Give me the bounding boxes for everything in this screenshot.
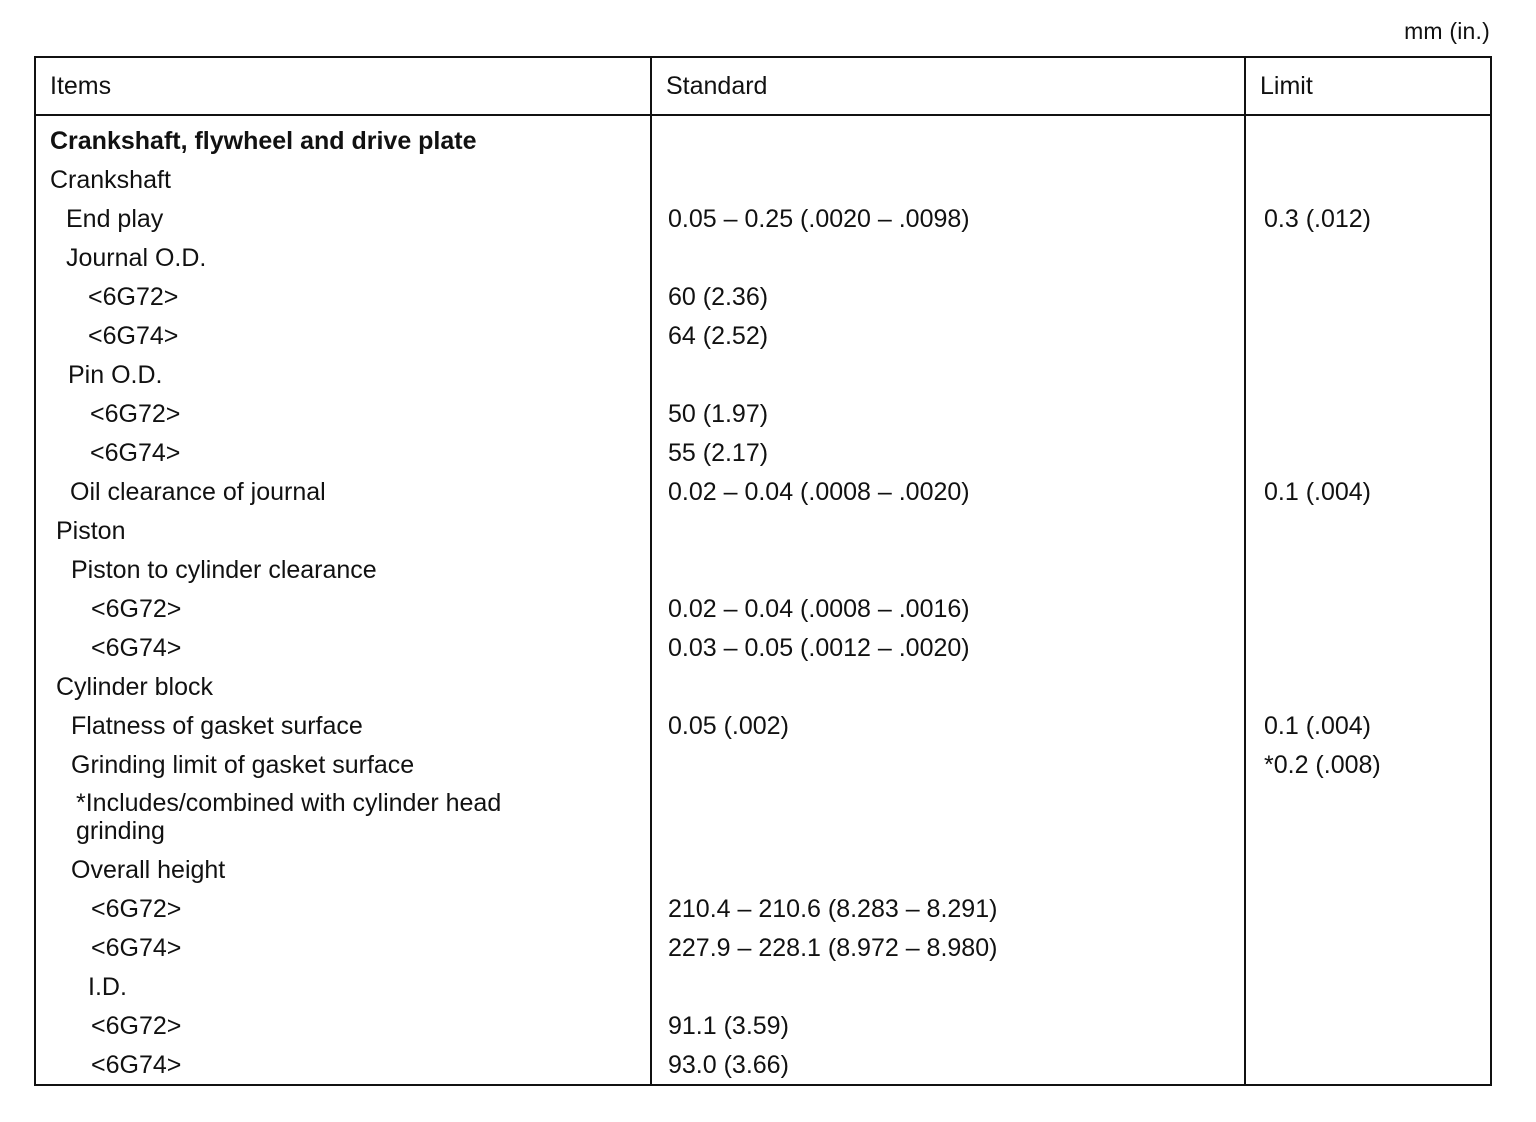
limit-cell: *0.2 (.008) xyxy=(1264,751,1381,779)
standard-cell: 50 (1.97) xyxy=(668,400,769,428)
standard-cell: 55 (2.17) xyxy=(668,439,769,467)
item-cell: Overall height xyxy=(71,856,226,884)
table-row xyxy=(36,851,1490,890)
item-cell: Crankshaft, flywheel and drive plate xyxy=(50,127,477,155)
units-label: mm (in.) xyxy=(1404,18,1490,44)
item-cell: Grinding limit of gasket surface xyxy=(71,751,415,779)
limit-cell: 0.1 (.004) xyxy=(1264,478,1372,506)
standard-cell: 0.05 – 0.25 (.0020 – .0098) xyxy=(668,205,970,233)
standard-cell: 91.1 (3.59) xyxy=(668,1012,789,1040)
item-cell: <6G72> xyxy=(90,400,181,428)
item-cell: <6G72> xyxy=(91,895,182,923)
item-cell: Piston to cylinder clearance xyxy=(71,556,377,584)
standard-cell: 210.4 – 210.6 (8.283 – 8.291) xyxy=(668,895,998,923)
table-row xyxy=(36,968,1490,1007)
item-cell: <6G74> xyxy=(90,439,181,467)
item-cell: <6G72> xyxy=(91,1012,182,1040)
table-row xyxy=(36,668,1490,707)
standard-cell: 0.02 – 0.04 (.0008 – .0020) xyxy=(668,478,970,506)
table-row xyxy=(36,746,1490,785)
standard-cell: 227.9 – 228.1 (8.972 – 8.980) xyxy=(668,934,998,962)
item-cell: <6G74> xyxy=(91,1051,182,1079)
table-row xyxy=(36,473,1490,512)
standard-cell: 60 (2.36) xyxy=(668,283,769,311)
table-row xyxy=(36,629,1490,668)
item-cell: Journal O.D. xyxy=(66,244,207,272)
table-row xyxy=(36,590,1490,629)
footnote-cell: *Includes/combined with cylinder head grinding xyxy=(76,789,502,845)
item-cell: <6G74> xyxy=(91,934,182,962)
table-row xyxy=(36,395,1490,434)
table-row xyxy=(36,434,1490,473)
standard-cell: 0.05 (.002) xyxy=(668,712,789,740)
table-row xyxy=(36,161,1490,200)
header-standard: Standard xyxy=(666,72,768,100)
standard-cell: 0.02 – 0.04 (.0008 – .0016) xyxy=(668,595,970,623)
table-row xyxy=(36,785,1490,851)
item-cell: Pin O.D. xyxy=(68,361,163,389)
item-cell: Piston xyxy=(56,517,126,545)
header-limit: Limit xyxy=(1260,72,1313,100)
table-row xyxy=(36,890,1490,929)
table-row xyxy=(36,239,1490,278)
limit-cell: 0.3 (.012) xyxy=(1264,205,1372,233)
limit-cell: 0.1 (.004) xyxy=(1264,712,1372,740)
item-cell: Crankshaft xyxy=(50,166,171,194)
table-row xyxy=(36,551,1490,590)
item-cell: <6G74> xyxy=(91,634,182,662)
table-row xyxy=(36,122,1490,161)
item-cell: End play xyxy=(66,205,164,233)
item-cell: I.D. xyxy=(88,973,127,1001)
standard-cell: 93.0 (3.66) xyxy=(668,1051,789,1079)
table-row xyxy=(36,200,1490,239)
header-divider xyxy=(36,114,1490,116)
table-row xyxy=(36,317,1490,356)
table-row xyxy=(36,278,1490,317)
table-row xyxy=(36,1046,1490,1085)
table-row xyxy=(36,1007,1490,1046)
table-row xyxy=(36,512,1490,551)
table-row xyxy=(36,929,1490,968)
standard-cell: 64 (2.52) xyxy=(668,322,769,350)
item-cell: <6G72> xyxy=(91,595,182,623)
item-cell: <6G72> xyxy=(88,283,179,311)
item-cell: Oil clearance of journal xyxy=(70,478,326,506)
table-row xyxy=(36,707,1490,746)
header-items: Items xyxy=(50,72,112,100)
table-row xyxy=(36,356,1490,395)
standard-cell: 0.03 – 0.05 (.0012 – .0020) xyxy=(668,634,970,662)
spec-table xyxy=(34,56,1492,1086)
item-cell: <6G74> xyxy=(88,322,179,350)
item-cell: Flatness of gasket surface xyxy=(71,712,363,740)
item-cell: Cylinder block xyxy=(56,673,214,701)
